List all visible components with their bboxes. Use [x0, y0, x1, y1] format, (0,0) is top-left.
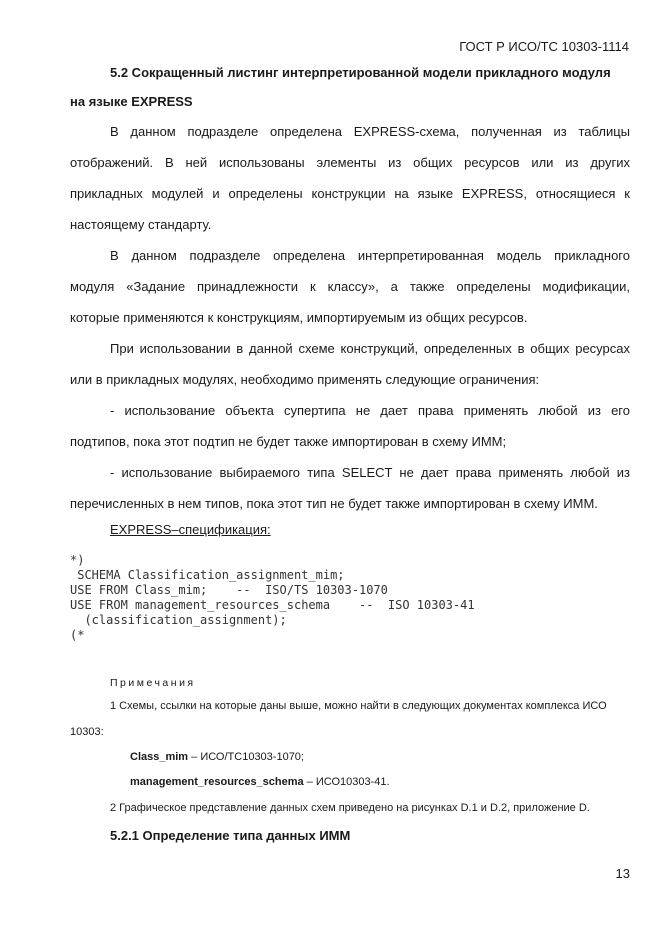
- note-1: 1 Схемы, ссылки на которые даны выше, можно найти в следующих документах комплекса ИСО: [110, 700, 607, 712]
- express-spec-label: EXPRESS–спецификация:: [110, 522, 271, 537]
- document-header: ГОСТ Р ИСО/ТС 10303-1114: [459, 39, 629, 54]
- section-title-continued: на языке EXPRESS: [70, 94, 193, 109]
- notes-heading: Примечания: [110, 677, 196, 689]
- text-line: В данном подразделе определена EXPRESS-схема, полученная из таблицы: [110, 124, 630, 139]
- express-code-block: *) SCHEMA Classification_assignment_mim; USE FROM Class_mim; -- ISO/TS 10303-1070 USE FROM management_resources_schema -- ISO 10303-41 (classification_assignment); (*: [70, 553, 475, 642]
- list-item-supertype: [70, 395, 630, 457]
- schema-name: management_resources_schema: [130, 776, 304, 788]
- text-line: перечисленных в нем типов, пока этот тип не будет также импортирован в схему ИММ.: [70, 496, 598, 511]
- text-line: модуля «Задание принадлежности к классу», а также определены модификации,: [70, 279, 630, 294]
- text-line: которые применяются к конструкциям, импортируемым из общих ресурсов.: [70, 310, 528, 325]
- text-line: настоящему стандарту.: [70, 217, 212, 232]
- schema-reference: – ИСО/ТС10303-1070;: [188, 751, 304, 763]
- paragraph-3: [70, 333, 630, 395]
- note-2: 2 Графическое представление данных схем приведено на рисунках D.1 и D.2, приложение D.: [110, 802, 590, 814]
- text-line: При использовании в данной схеме конструкций, определенных в общих ресурсах: [110, 341, 630, 356]
- paragraph-2: [70, 240, 630, 333]
- note-1-item-class-mim: [130, 751, 304, 763]
- paragraph-1: [70, 116, 630, 240]
- text-line: - использование выбираемого типа SELECT не дает права применять любой из: [110, 465, 630, 480]
- text-line: - использование объекта супертипа не дает права применять любой из его: [110, 403, 630, 418]
- note-1-item-management-resources: [130, 776, 390, 788]
- note-1-continued: 10303:: [70, 726, 104, 738]
- text-line: отображений. В ней использованы элементы из общих ресурсов или из других: [70, 155, 630, 170]
- list-item-select: [70, 457, 630, 519]
- text-line: или в прикладных модулях, необходимо применять следующие ограничения:: [70, 372, 540, 387]
- page-number: 13: [615, 866, 630, 881]
- schema-reference: – ИСО10303-41.: [303, 776, 390, 788]
- text-line: В данном подразделе определена интерпретированная модель прикладного: [110, 248, 630, 263]
- schema-name: Class_mim: [130, 751, 189, 763]
- section-title: 5.2 Сокращенный листинг интерпретированной модели прикладного модуля: [110, 65, 611, 80]
- subsection-title: 5.2.1 Определение типа данных ИММ: [110, 828, 351, 843]
- text-line: подтипов, пока этот подтип не будет также импортирован в схему ИММ;: [70, 434, 507, 449]
- text-line: прикладных модулей и определены конструкции на языке EXPRESS, относящиеся к: [70, 186, 630, 201]
